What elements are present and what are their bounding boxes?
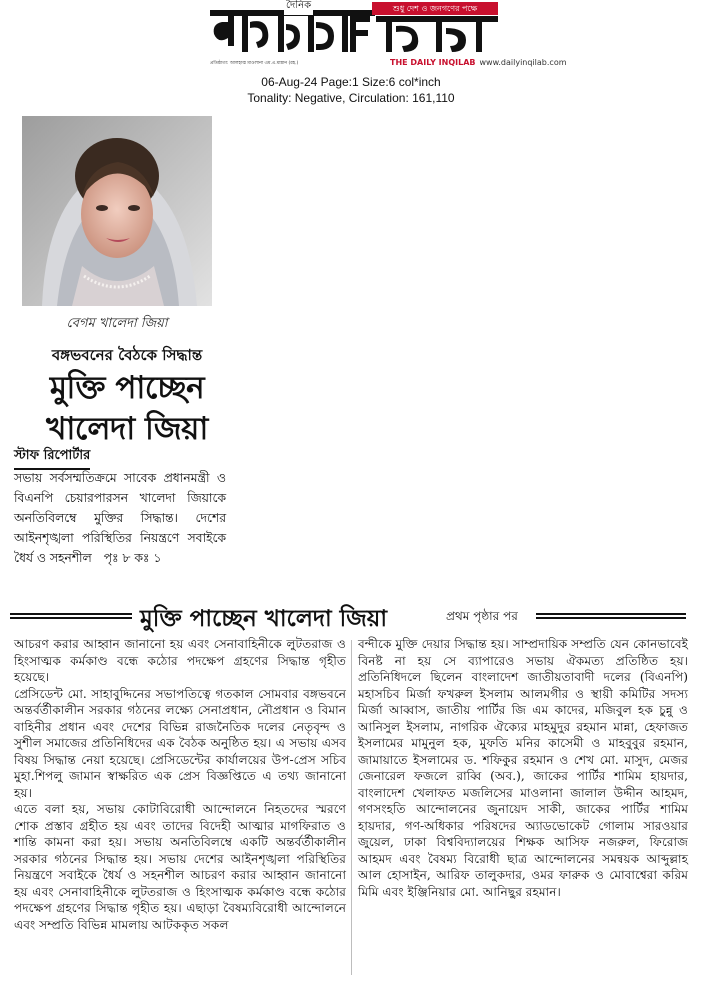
paragraph: প্রেসিডেন্ট মো. সাহাবুদ্দিনের সভাপতিত্বে গতকাল সোমবার বঙ্গভবনে অন্তর্বর্তীকালীন সরকার গঠনের লক্ষ্যে সেনাপ্রধান, নৌপ্রধান ও বিমান বাহিনীর প্রধান এবং দেশের বিভিন্ন রাজনৈতিক দলের নেতৃবৃন্দ ও সুশীল সমাজের প্রতিনিধিদের এক বৈঠক অনুষ্ঠিত হয়। এ সভায় এসব বিষয় সিদ্ধান্ত নেয়া হয়েছে। প্রেসিডেন্টের কার্যালয়ের উপ-প্রেস সচিব মুহা.শিপলু জামান স্বাক্ষরিত এক প্রেস বিজ্ঞপ্তিতে এ তথ্য জানানো হয়। (14, 686, 346, 800)
logo-glyph-icon (376, 14, 498, 56)
jump-reference: পৃঃ ৮ কঃ ১ (103, 551, 162, 565)
logo-founder-line: প্রতিষ্ঠাতা: আলহাজ্ব মাওলানা এম.এ.মান্নান (রহ.) (210, 61, 299, 66)
logo-english-name (390, 58, 567, 67)
continued-from-label: প্রথম পৃষ্ঠার পর (446, 609, 518, 623)
header-rule-left (10, 613, 132, 619)
logo-website: www.dailyinqilab.com (479, 58, 567, 67)
logo-right-glyph (376, 14, 498, 56)
logo-tagline-banner: শুধু দেশ ও জনগণের পক্ষে (372, 2, 498, 15)
headline-line-2: খালেদা জিয়া (46, 411, 208, 447)
clipping-meta (0, 74, 702, 106)
story-kicker: বঙ্গভবনের বৈঠকে সিদ্ধান্ত (51, 346, 203, 364)
meta-line-tonality: Tonality: Negative, Circulation: 161,110 (247, 91, 455, 105)
article-column-2 (358, 636, 688, 900)
column-divider (351, 640, 352, 975)
intro-text: সভায় সর্বসম্মতিক্রমে সাবেক প্রধানমন্ত্রী ও বিএনপি চেয়ারপারসন খালেদা জিয়াকে অনতিবিলম্বে মুক্তির সিদ্ধান্ত। দেশের আইনশৃঙ্খলা পরিস্থিতির নিয়ন্ত্রণে সবাইকে ধৈর্য ও সহনশীল (14, 471, 226, 565)
logo-english-title: THE DAILY INQILAB (390, 58, 476, 67)
paragraph: বন্দীকে মুক্তি দেয়ার সিদ্ধান্ত হয়। সাম্প্রদায়িক সম্প্রতি যেন কোনভাবেই বিনষ্ট না হয় সে ব্যাপারেও সভায় ঐকমত্য প্রতিষ্ঠিত হয়। প্রতিনিধিদলে ছিলেন বাংলাদেশ জাতীয়তাবাদী দলের (বিএনপি) মহাসচিব মির্জা ফখরুল ইসলাম আলমগীর ও স্থায়ী কমিটির সদস্য মির্জা আব্বাস, জাতীয় পার্টির জি এম কাদের, মজিবুল হক চুন্নু ও আনিসুল ইসলাম, নাগরিক ঐক্যের মাহমুদুর রহমান মান্না, হেফাজত ইসলামের মামুনুল হক, মুফতি মনির কাসেমী ও মাহবুবুর রহমান, জামায়াতে ইসলামের ড. শফিকুর রহমান ও শেখ মো. মাসুদ, মেজর জেনারেল ফজলে রাব্বি (অব.), জাকের পার্টির শামিম হায়দার, বাংলাদেশ খেলাফত মজলিসের মাওলানা জালাল উদ্দীন আহমদ, গণসংহতি আন্দোলনের জুনায়েদ সাকী, জাকের পার্টির শামিম হায়দার, গণ-অধিকার পরিষদের অ্যাডভোকেট গোলাম সারওয়ার জুয়েল, ঢাকা বিশ্ববিদ্যালয়ের শিক্ষক আসিফ নজরুল, ফিরোজ আহমদ এবং বৈষম্য বিরোধী ছাত্র আন্দোলনের সমন্বয়ক আব্দুল্লাহ আল হোসাইন, আরিফ তালুকদার, ওমর ফারুক ও মোবাশ্বেরা করিম মিমি এবং ইঞ্জিনিয়ার মো. আনিছুর রহমান। (358, 637, 688, 899)
continuation-header (6, 602, 688, 632)
logo-prefix: দৈনিক (284, 0, 313, 15)
front-page-story (14, 112, 240, 598)
story-byline: স্টাফ রিপোর্টার (14, 446, 90, 470)
continuation-title: মুক্তি পাচ্ছেন খালেদা জিয়া (140, 606, 388, 632)
masthead (210, 0, 567, 72)
story-intro (14, 468, 226, 568)
portrait-photo-icon (22, 116, 212, 306)
header-rule-right (536, 613, 686, 619)
headline-line-1: মুক্তি পাচ্ছেন (49, 370, 205, 406)
paragraph: এতে বলা হয়, সভায় কোটাবিরোধী আন্দোলনে নিহতদের স্মরণে শোক প্রস্তাব গ্রহীত হয় এবং তাদের বিদেহী আত্মার মাগফিরাত ও শান্তি কামনা করা হয়। সভায় অনতিবিলম্বে একটি অন্তর্বর্তীকালীন সরকার গঠনের সিদ্ধান্ত হয়। সভায় দেশের আইনশৃঙ্খলা পরিস্থিতির নিয়ন্ত্রণে সবাইকে ধৈর্য ও সহনশীল আচরণ করার আহ্বান জানানো হয় এবং সেনাবাহিনীকে লুটতরাজ ও হিংসাত্মক কর্মকাণ্ড বন্ধে কঠোর পদক্ষেপ গ্রহণের সিদ্ধান্ত গৃহীত হয়। এছাড়া বৈষম্যবিরোধী আন্দোলনে এবং সম্প্রতি বিভিন্ন মামলায় আটককৃত সকল (14, 802, 346, 932)
portrait-photo (22, 116, 212, 306)
meta-line-date: 06-Aug-24 Page:1 Size:6 col*inch (261, 75, 441, 89)
story-headline (14, 368, 240, 450)
paragraph: আচরণ করার আহ্বান জানানো হয় এবং সেনাবাহিনীকে লুটতরাজ ও হিংসাত্মক কর্মকাণ্ড বন্ধে কঠোর পদক্ষেপ গ্রহণের সিদ্ধান্ত গৃহীত হয়েছে। (14, 637, 346, 684)
article-column-1 (14, 636, 346, 933)
photo-caption: বেগম খালেদা জিয়া (66, 316, 168, 331)
